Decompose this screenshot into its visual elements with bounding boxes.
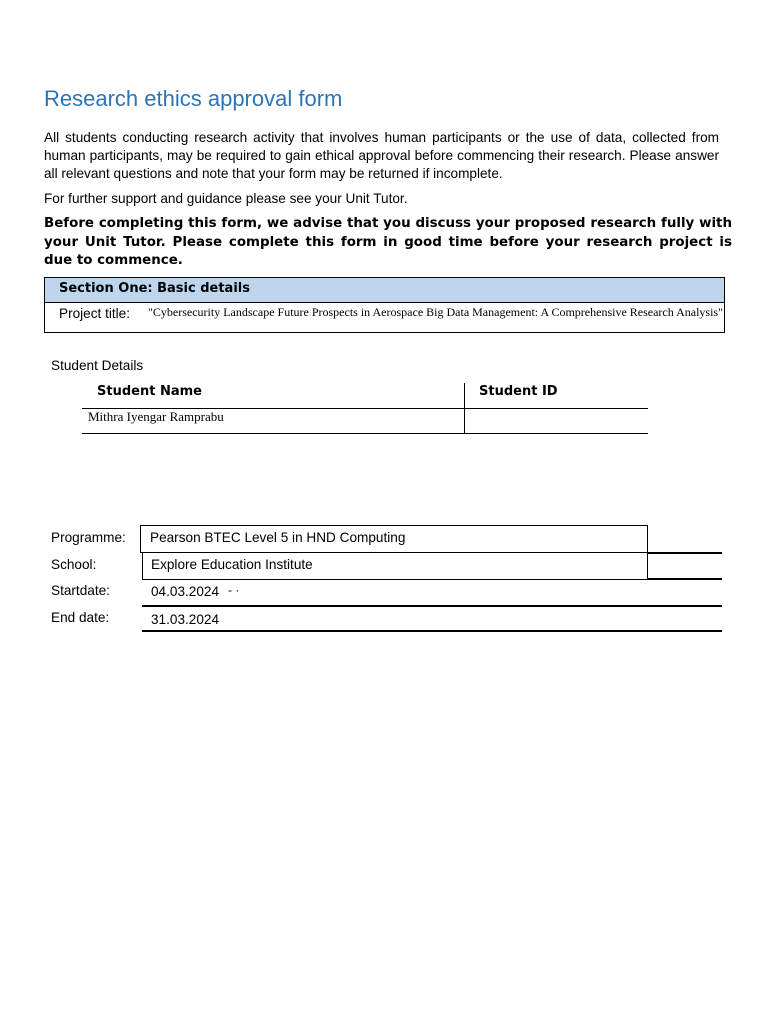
programme-value: Pearson BTEC Level 5 in HND Computing (150, 530, 406, 545)
student-id-header: Student ID (479, 384, 558, 399)
support-paragraph: For further support and guidance please see your Unit Tutor. (44, 191, 408, 206)
student-name-header: Student Name (97, 384, 202, 399)
section-one-header (45, 278, 724, 303)
section-one-table (44, 277, 725, 333)
start-date-underline (142, 605, 722, 607)
table-bottom-rule (82, 433, 648, 434)
advice-paragraph: Before completing this form, we advise that you discuss your proposed research fully with your Unit Tutor. Please complete this form in good time before your research project is due to commence. (44, 216, 732, 268)
form-title: Research ethics approval form (44, 86, 343, 111)
start-date-value[interactable]: 04.03.2024 (151, 584, 220, 599)
school-label: School: (51, 557, 97, 572)
end-date-value[interactable]: 31.03.2024 (151, 612, 220, 627)
project-title-divider (145, 302, 724, 303)
student-details-label: Student Details (51, 358, 144, 373)
project-title-label: Project title: (59, 306, 131, 321)
programme-field[interactable] (140, 525, 648, 553)
end-date-underline (142, 630, 722, 632)
programme-label: Programme: (51, 530, 126, 545)
start-date-marks: - · (228, 583, 240, 597)
student-name-cell[interactable]: Mithra Iyengar Ramprabu (88, 409, 224, 424)
intro-paragraph: All students conducting research activity that involves human participants or the use of data, collected from human participants, may be required to gain ethical approval before commencing their research. Please answer all relevant questions and note that your form may be returned if incomplete. (44, 130, 719, 181)
school-field[interactable] (142, 552, 648, 580)
project-title-field[interactable]: "Cybersecurity Landscape Future Prospects in Aerospace Big Data Management: A Comprehensive Research Analysis" (148, 305, 723, 319)
school-value: Explore Education Institute (151, 557, 313, 572)
end-date-label: End date: (51, 610, 110, 625)
table-column-divider (464, 383, 465, 434)
section-one-heading: Section One: Basic details (59, 281, 250, 296)
student-details-table (82, 383, 648, 434)
start-date-label: Startdate: (51, 583, 110, 598)
